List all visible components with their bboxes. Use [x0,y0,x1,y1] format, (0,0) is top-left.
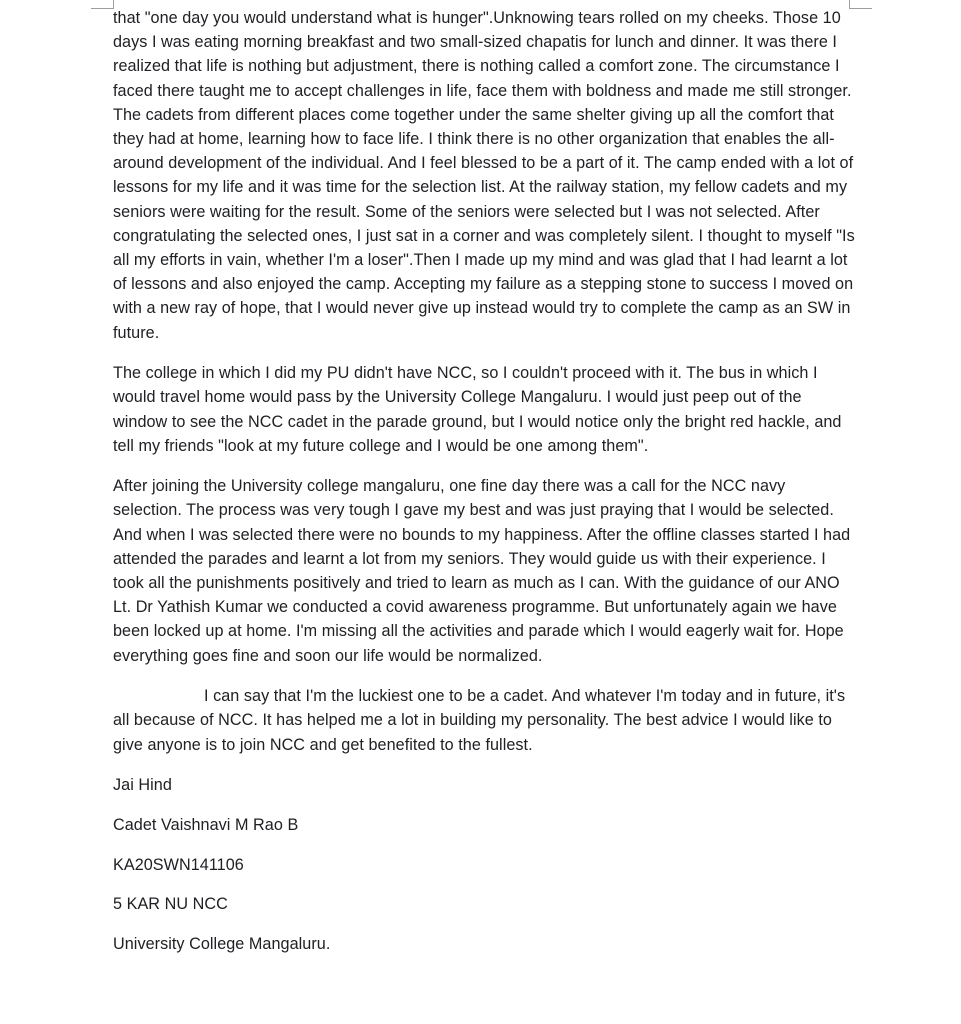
document-body [113,6,858,972]
signature-name: Cadet Vaishnavi M Rao B [113,815,299,834]
signature-regimental-number: KA20SWN141106 [113,855,244,874]
paragraph-university-college: After joining the University college mangaluru, one fine day there was a call for the NCC navy selection. The process was very tough I gave my best and was just praying that I would be selected. And when I was selected there were no bounds to my happiness. After the offline classes started I had attended the parades and learnt a lot from my seniors. They would guide us with their experience. I took all the punishments positively and tried to learn as much as I can. With the guidance of our ANO Lt. Dr Yathish Kumar we conducted a covid awareness programme. But unfortunately again we have been locked up at home. I'm missing all the activities and parade which I would eagerly wait for. Hope everything goes fine and soon our life would be normalized. [113,477,851,665]
signature-institution: University College Mangaluru. [113,935,331,954]
signature-unit: 5 KAR NU NCC [113,895,228,914]
paragraph-conclusion: I can say that I'm the luckiest one to be a cadet. And whatever I'm today and in future, it's all because of NCC. It has helped me a lot in building my personality. The best advice I would like to give anyone is to join NCC and get benefited to the fullest. [113,687,846,754]
signature-salutation: Jai Hind [113,776,172,795]
signature-block [113,773,858,956]
paragraph-pu-college: The college in which I did my PU didn't have NCC, so I couldn't proceed with it. The bus in which I would travel home would pass by the University College Mangaluru. I would just peep out of the window to see the NCC cadet in the parade ground, but I would notice only the bright red hackle, and tell my friends "look at my future college and I would be one among them". [113,364,842,455]
page-corner-mark-left [91,0,114,9]
paragraph-camp-experience: that "one day you would understand what is hunger".Unknowing tears rolled on my cheeks. Those 10 days I was eating morning breakfast and two small-sized chapatis for lunch and dinner. It was there I realized that life is nothing but adjustment, there is nothing called a comfort zone. The circumstance I faced there taught me to accept challenges in life, face them with boldness and made me still stronger. The cadets from different places come together under the same shelter giving up all the comfort that they had at home, learning how to face life. I think there is no other organization that enables the all-around development of the individual. And I feel blessed to be a part of it. The camp ended with a lot of lessons for my life and it was time for the selection list. At the railway station, my fellow cadets and my seniors were waiting for the result. Some of the seniors were selected but I was not selected. After congratulating the selected ones, I just sat in a corner and was completely silent. I thought to myself "Is all my efforts in vain, whether I'm a loser".Then I made up my mind and was glad that I had learnt a lot of lessons and also enjoyed the camp. Accepting my failure as a stepping stone to success I moved on with a new ray of hope, that I would never give up instead would try to complete the camp as an SW in future. [113,9,855,342]
